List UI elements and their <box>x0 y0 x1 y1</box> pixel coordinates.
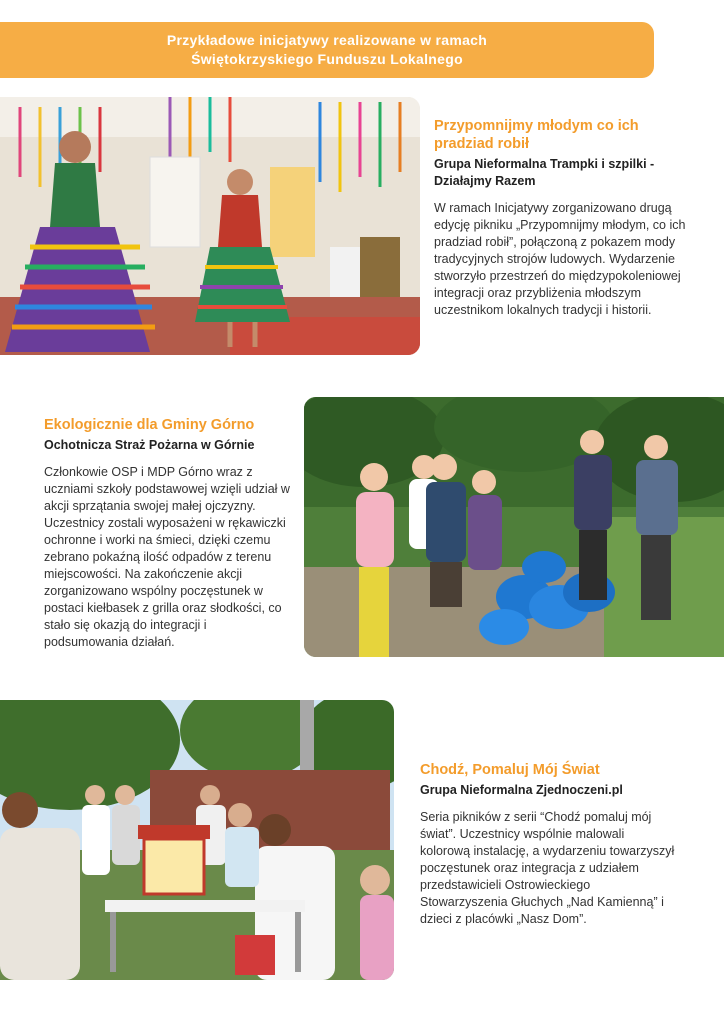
initiative-1-org: Grupa Nieformalna Trampki i szpilki - Działajmy Razem <box>434 157 655 188</box>
initiative-2-org: Ochotnicza Straż Pożarna w Górnie <box>44 438 255 452</box>
photo-cleanup-action <box>304 397 724 657</box>
initiative-1-desc: W ramach Inicjatywy zorganizowano drugą edycję pikniku „Przypomnijmy młodym, co ich pradziad robił”, połączoną z pokazem mody tradycyjnych strojów ludowych. Wydarzenie stworzyło przestrzeń do międzypokoleniowej integracji oraz przybliżenia młodszym uczestnikom lokalnych tradycji i historii. <box>434 201 686 317</box>
initiative-2-title: Ekologicznie dla Gminy Górno <box>44 417 255 433</box>
initiative-3-title: Chodź, Pomaluj Mój Świat <box>420 762 600 778</box>
initiative-3-desc: Seria pikników z serii “Chodź pomaluj mój świat”. Uczestnicy wspólnie malowali kolorową instalację, a wydarzeniu towarzyszył poczęstunek oraz integracja z udziałem przedstawicieli Ostrowieckiego Stowarzyszenia Głuchych „Nad Kamienną” i dzieci z placówki „Nasz Dom”. <box>420 810 675 926</box>
initiative-2 <box>44 416 294 651</box>
banner-line-1: Przykładowe inicjatywy realizowane w ramach <box>166 32 488 48</box>
initiative-3 <box>420 761 675 928</box>
banner-line-2: Świętokrzyskiego Funduszu Lokalnego <box>191 51 463 67</box>
header-banner <box>0 22 654 78</box>
photo-picnic <box>0 700 394 980</box>
initiative-1-title: Przypomnijmy młodym co ich pradziad robił <box>434 118 639 152</box>
initiative-3-org: Grupa Nieformalna Zjednoczeni.pl <box>420 783 623 797</box>
photo-folk-costume-show <box>0 97 420 355</box>
initiative-1 <box>434 117 689 319</box>
initiative-2-desc: Członkowie OSP i MDP Górno wraz z uczniami szkoły podstawowej wzięli udział w akcji sprzątania swojej małej ojczyzny. Uczestnicy zostali wyposażeni w rękawiczki ochronne i worki na śmieci, dzięki czemu zebrano pokaźną ilość odpadów z terenu miejscowości. Na zakończenie akcji zorganizowano wspólny poczęstunek w postaci kiełbasek z grilla oraz słodkości, co stało się okazją do integracji i podsumowania działań. <box>44 465 290 649</box>
